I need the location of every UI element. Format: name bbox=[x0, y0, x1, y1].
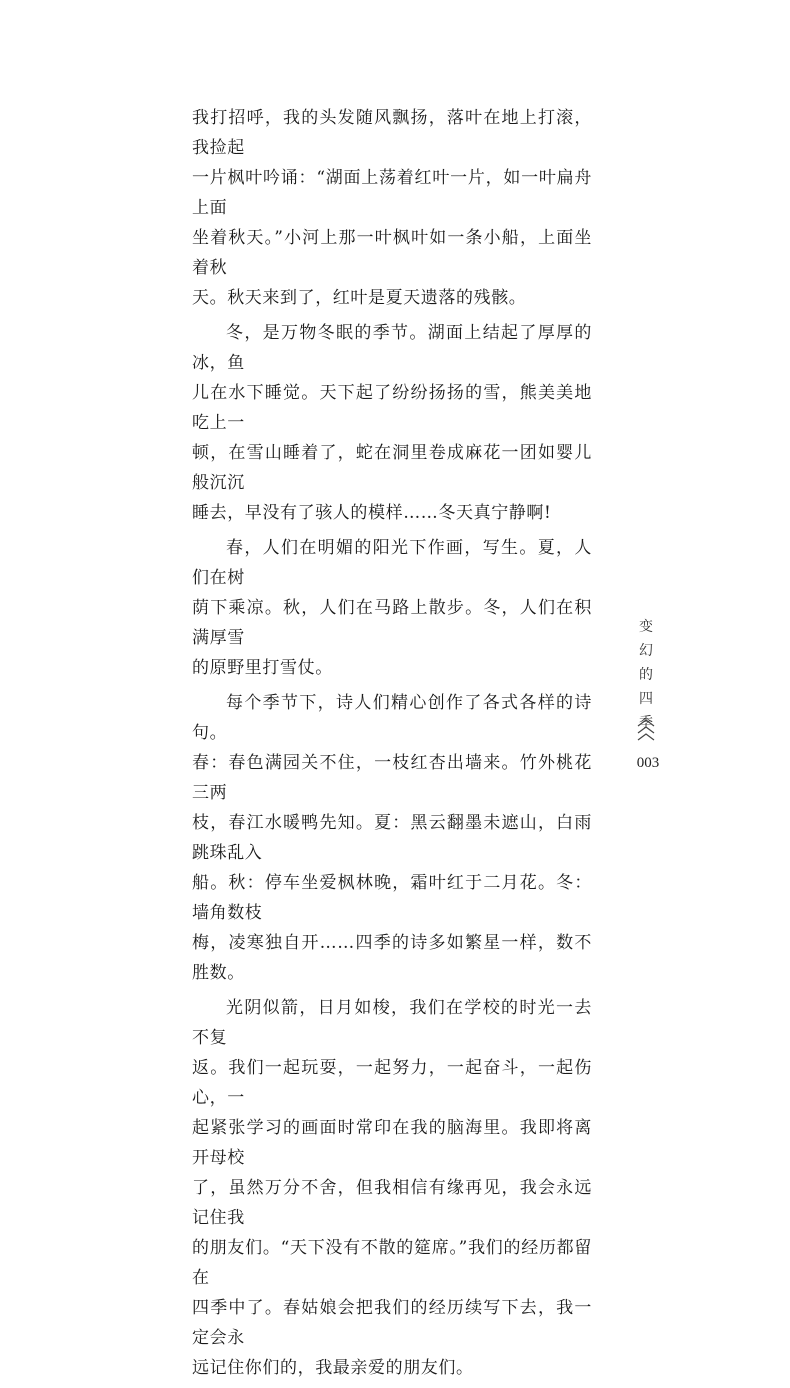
paragraph-poems: 每个季节下，诗人们精心创作了各式各样的诗句。 春：春色满园关不住，一枝红杏出墙来。竹外桃花三两 枝，春江水暖鸭先知。夏：黑云翻墨未遮山，白雨跳珠乱入 船。秋：停车坐爱枫林晚，霜叶红于二月花。冬：墙角数枝 梅，凌寒独自开……四季的诗多如繁星一样，数不胜数。 bbox=[192, 693, 592, 983]
paragraph-seasons-activities: 春，人们在明媚的阳光下作画，写生。夏，人们在树 荫下乘凉。秋，人们在马路上散步。冬，人们在积满厚雪 的原野里打雪仗。 bbox=[192, 538, 592, 678]
paragraph-autumn: 我打招呼，我的头发随风飘扬，落叶在地上打滚，我捡起 一片枫叶吟诵：“湖面上荡着红叶一片，如一叶扁舟上面 坐着秋天。”小河上那一叶枫叶如一条小船，上面坐着秋 天。秋天来到了，红叶是夏天遗落的残骸。 bbox=[192, 108, 592, 308]
running-title: 变 幻 的 四 季 bbox=[639, 619, 653, 731]
paragraph-winter: 冬，是万物冬眠的季节。湖面上结起了厚厚的冰，鱼 儿在水下睡觉。天下起了纷纷扬扬的雪，熊美美地吃上一 顿，在雪山睡着了，蛇在洞里卷成麻花一团如婴儿般沉沉 睡去，早没有了骇人的模样……冬天真宁静啊! bbox=[192, 323, 592, 523]
body-text bbox=[192, 103, 592, 1388]
paragraph-farewell: 光阴似箭，日月如梭，我们在学校的时光一去不复 返。我们一起玩耍，一起努力，一起奋斗，一起伤心，一 起紧张学习的画面时常印在我的脑海里。我即将离开母校 了，虽然万分不舍，但我相信有缘再见，我会永远记住我 的朋友们。“天下没有不散的筵席。”我们的经历都留在 四季中了。春姑娘会把我们的经历续写下去，我一定会永 远记住你们的，我最亲爱的朋友们。 bbox=[192, 998, 592, 1378]
page-number: 003 bbox=[636, 755, 660, 771]
chevron-stack-ornament-icon bbox=[634, 718, 658, 744]
